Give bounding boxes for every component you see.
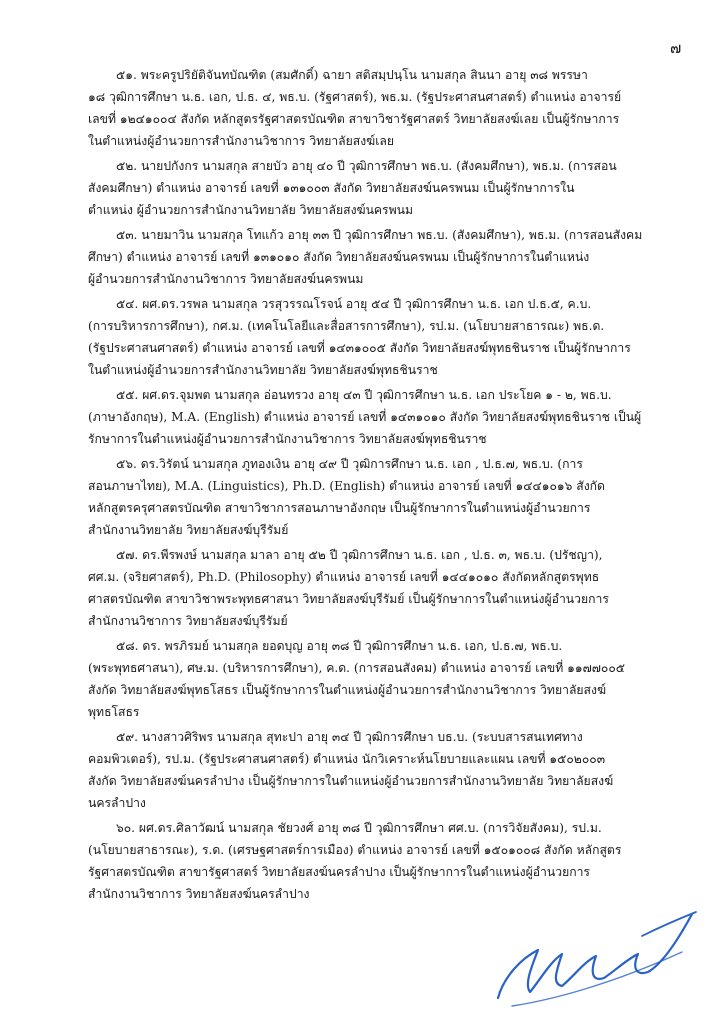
entry-line: หลักสูตรครุศาสตรบัณฑิต สาขาวิชาการสอนภาษาอังกฤษ เป็นผู้รักษาการในตำแหน่งผู้อำนวยการ bbox=[88, 501, 591, 515]
entry-line: นครลำปาง bbox=[88, 796, 146, 810]
page-number: ๗ bbox=[670, 39, 682, 57]
entry-line: สังกัด วิทยาลัยสงฆ์นครลำปาง เป็นผู้รักษาการในตำแหน่งผู้อำนวยการสำนักงานวิทยาลัย วิทยาลัยสงฆ์ bbox=[88, 774, 614, 788]
entry-line: ผู้อำนวยการสำนักงานวิชาการ วิทยาลัยสงฆ์นครพนม bbox=[88, 272, 364, 286]
entry-line: (ภาษาอังกฤษ), M.A. (English) ตำแหน่ง อาจารย์ เลขที่ ๑๔๓๑๐๑๐ สังกัด วิทยาลัยสงฆ์พุทธชินราช เป็นผู้ bbox=[88, 410, 642, 424]
entry-line: ๕๖. ดร.วิรัตน์ นามสกุล ภูทองเงิน อายุ ๔๙ ปี วุฒิการศึกษา น.ธ. เอก , ป.ธ.๗, พธ.บ. (การ bbox=[116, 457, 583, 471]
entry-line: สังกัด วิทยาลัยสงฆ์พุทธโสธร เป็นผู้รักษาการในตำแหน่งผู้อำนวยการสำนักงานวิชาการ วิทยาลัยสงฆ์ bbox=[88, 683, 606, 697]
appointment-entry bbox=[88, 64, 668, 152]
entry-line: สำนักงานวิชาการ วิทยาลัยสงฆ์บุรีรัมย์ bbox=[88, 614, 288, 628]
entry-line: คอมพิวเตอร์), รป.ม. (รัฐประศาสนศาสตร์) ตำแหน่ง นักวิเคราะห์นโยบายและแผน เลขที่ ๑๕๐๒๐๐๓ bbox=[88, 752, 606, 766]
entry-line: ๕๔. ผศ.ดร.วรพล นามสกุล วรสุวรรณโรจน์ อายุ ๕๔ ปี วุฒิการศึกษา น.ธ. เอก ป.ธ.๕, ค.บ. bbox=[116, 297, 592, 311]
entry-line: ๕๗. ดร.พีรพงษ์ นามสกุล มาลา อายุ ๕๒ ปี วุฒิการศึกษา น.ธ. เอก , ป.ธ. ๓, พธ.บ. (ปรัชญา), bbox=[116, 548, 603, 562]
entry-line: ๕๑. พระครูปริยัติจันทบัณฑิต (สมศักดิ์) ฉายา สติสมฺปนฺโน นามสกุล สินนา อายุ ๓๘ พรรษา bbox=[116, 68, 588, 82]
entry-line: (การบริหารการศึกษา), กศ.ม. (เทคโนโลยีและสื่อสารการศึกษา), รป.ม. (นโยบายสาธารณะ) พธ.ด. bbox=[88, 319, 605, 333]
appointment-entry bbox=[88, 726, 668, 814]
entry-line: สังคมศึกษา) ตำแหน่ง อาจารย์ เลขที่ ๑๓๑๐๐๓ สังกัด วิทยาลัยสงฆ์นครพนม เป็นผู้รักษาการใน bbox=[88, 181, 575, 195]
entry-line: ๖๐. ผศ.ดร.ศิลาวัฒน์ นามสกุล ชัยวงศ์ อายุ ๓๘ ปี วุฒิการศึกษา ศศ.บ. (การวิจัยสังคม), รป.ม. bbox=[116, 821, 602, 835]
entry-line: รักษาการในตำแหน่งผู้อำนวยการสำนักงานวิชาการ วิทยาลัยสงฆ์พุทธชินราช bbox=[88, 432, 487, 446]
entry-line: เลขที่ ๑๒๔๑๐๐๔ สังกัด หลักสูตรรัฐศาสตรบัณฑิต สาขาวิชารัฐศาสตร์ วิทยาลัยสงฆ์เลย เป็นผู้รักษาการ bbox=[88, 112, 620, 126]
appointment-entry bbox=[88, 293, 668, 381]
entry-line: ในตำแหน่งผู้อำนวยการสำนักงานวิชาการ วิทยาลัยสงฆ์เลย bbox=[88, 134, 395, 148]
entry-line: สอนภาษาไทย), M.A. (Linguistics), Ph.D. (English) ตำแหน่ง อาจารย์ เลขที่ ๑๔๔๑๐๑๖ สังกัด bbox=[88, 479, 605, 493]
entry-line: ๕๙. นางสาวศิริพร นามสกุล สุทะปา อายุ ๓๔ ปี วุฒิการศึกษา บธ.บ. (ระบบสารสนเทศทาง bbox=[116, 730, 583, 744]
entry-line: (รัฐประศาสนศาสตร์) ตำแหน่ง อาจารย์ เลขที่ ๑๔๓๑๐๐๕ สังกัด วิทยาลัยสงฆ์พุทธชินราช เป็นผู้รักษาการ bbox=[88, 341, 631, 355]
appointment-entry bbox=[88, 384, 668, 450]
appointment-entry bbox=[88, 155, 668, 221]
entry-line: ๕๕. ผศ.ดร.จุมพต นามสกุล อ่อนทรวง อายุ ๔๓ ปี วุฒิการศึกษา น.ธ. เอก ประโยค ๑ - ๒, พธ.บ. bbox=[116, 388, 612, 402]
entry-line: ตำแหน่ง ผู้อำนวยการสำนักงานวิทยาลัย วิทยาลัยสงฆ์นครพนม bbox=[88, 203, 413, 217]
appointment-entry bbox=[88, 544, 668, 632]
handwritten-signature bbox=[492, 880, 702, 1020]
appointment-entry bbox=[88, 635, 668, 723]
appointment-entry bbox=[88, 453, 668, 541]
entry-line: ศาสตรบัณฑิต สาขาวิชาพระพุทธศาสนา วิทยาลัยสงฆ์บุรีรัมย์ เป็นผู้รักษาการในตำแหน่งผู้อำนวยการ bbox=[88, 592, 609, 606]
entry-line: ๕๒. นายปกังกร นามสกุล สายบัว อายุ ๔๐ ปี วุฒิการศึกษา พธ.บ. (สังคมศึกษา), พธ.ม. (การสอน bbox=[116, 159, 617, 173]
entry-line: ๕๓. นายมาวิน นามสกุล โทแก้ว อายุ ๓๓ ปี วุฒิการศึกษา พธ.บ. (สังคมศึกษา), พธ.ม. (การสอนสังคม bbox=[116, 228, 643, 242]
entry-line: สำนักงานวิทยาลัย วิทยาลัยสงฆ์บุรีรัมย์ bbox=[88, 523, 289, 537]
appointment-list bbox=[88, 64, 668, 908]
entry-line: ศศ.ม. (จริยศาสตร์), Ph.D. (Philosophy) ตำแหน่ง อาจารย์ เลขที่ ๑๔๔๑๐๑๐ สังกัดหลักสูตรพุทธ bbox=[88, 570, 600, 584]
entry-line: ๑๘ วุฒิการศึกษา น.ธ. เอก, ป.ธ. ๔, พธ.บ. (รัฐศาสตร์), พธ.ม. (รัฐประศาสนศาสตร์) ตำแหน่ง อาจารย์ bbox=[88, 90, 622, 104]
entry-line: ๕๘. ดร. พรภิรมย์ นามสกุล ยอดบุญ อายุ ๓๘ ปี วุฒิการศึกษา น.ธ. เอก, ป.ธ.๗, พธ.บ. bbox=[116, 639, 563, 653]
entry-line: สำนักงานวิชาการ วิทยาลัยสงฆ์นครลำปาง bbox=[88, 887, 310, 901]
appointment-entry bbox=[88, 224, 668, 290]
entry-line: พุทธโสธร bbox=[88, 705, 140, 719]
entry-line: รัฐศาสตรบัณฑิต สาขารัฐศาสตร์ วิทยาลัยสงฆ์นครลำปาง เป็นผู้รักษาการในตำแหน่งผู้อำนวยการ bbox=[88, 865, 590, 879]
entry-line: (นโยบายสาธารณะ), ร.ด. (เศรษฐศาสตร์การเมือง) ตำแหน่ง อาจารย์ เลขที่ ๑๕๐๑๐๐๘ สังกัด หลักสูตร bbox=[88, 843, 622, 857]
entry-line: ในตำแหน่งผู้อำนวยการสำนักงานวิทยาลัย วิทยาลัยสงฆ์พุทธชินราช bbox=[88, 363, 438, 377]
entry-line: ศึกษา) ตำแหน่ง อาจารย์ เลขที่ ๑๓๑๐๑๐ สังกัด วิทยาลัยสงฆ์นครพนม เป็นผู้รักษาการในตำแหน่ง bbox=[88, 250, 590, 264]
entry-line: (พระพุทธศาสนา), ศษ.ม. (บริหารการศึกษา), ค.ด. (การสอนสังคม) ตำแหน่ง อาจารย์ เลขที่ ๑๑๗๗๐๐๕ bbox=[88, 661, 626, 675]
